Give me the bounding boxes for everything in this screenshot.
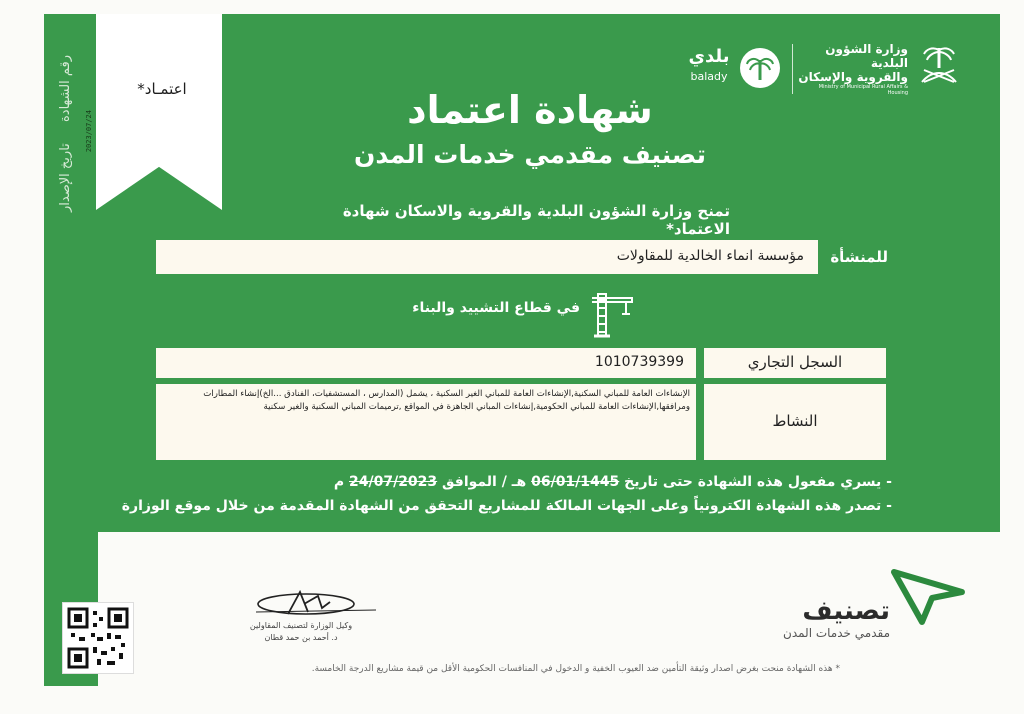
certificate-number-label: رقم الشهادة xyxy=(58,55,73,122)
balady-palm-icon xyxy=(738,46,782,90)
ministry-line1: وزارة الشؤون البلدية xyxy=(825,42,908,70)
electronic-note: - تصدر هذه الشهادة الكترونياً وعلى الجهات المالكة للمشاريع التحقق من الشهادة المقدمة من خلال موقع الوزارة xyxy=(121,498,892,514)
footnote: * هذه الشهادة منحت بغرض اصدار وثيقة التأمين ضد العيوب الخفية و الدخول في المنافسات الحكومية الأقل من قيمة مشاريع الدرجة الخامسة. xyxy=(311,664,840,674)
validity-gregorian-date: 24/07/2023 xyxy=(349,474,438,490)
validity-prefix: - يسري مفعول هذه الشهادة حتى تاريخ xyxy=(624,474,892,490)
validity-gregorian-suffix: م xyxy=(333,474,345,490)
validity-separator: / xyxy=(501,474,507,490)
establishment-field xyxy=(156,240,818,274)
establishment-label: للمنشأة xyxy=(830,248,888,266)
issue-date-value: 2023/07/24 xyxy=(85,110,93,153)
header-divider xyxy=(792,44,793,94)
validity-note xyxy=(334,474,892,490)
certificate-subtitle: تصنيف مقدمي خدمات المدن xyxy=(354,140,706,169)
activity-label: النشاط xyxy=(772,412,818,430)
tasneef-brand xyxy=(770,596,890,640)
activity-line-1: الإنشاءات العامة للمباني السكنية,الإنشاءات العامة للمباني الغير السكنية ، يشمل (المدارس ، المستشفيات، الفنادق ...الخ)إنشاء المطارات xyxy=(203,389,690,399)
qr-code-icon xyxy=(63,603,133,673)
activity-line-2: ومرافقها,الإنشاءات العامة للمباني الحكومية,إنشاءات المباني الجاهزة في المواقع ,ترميمات المباني السكنية والغير سكنية xyxy=(263,402,690,412)
balady-en: balady xyxy=(690,70,728,83)
establishment-value: مؤسسة انماء الخالدية للمقاولات xyxy=(616,248,804,264)
qr-code xyxy=(62,602,134,674)
signature-block xyxy=(226,620,376,644)
ministry-name-en: Ministry of Municipal Rural Affairs & Housing xyxy=(818,84,908,96)
commercial-register-field xyxy=(156,348,696,378)
validity-gregorian-label: الموافق xyxy=(442,474,497,490)
certificate-intro: تمنح وزارة الشؤون البلدية والقروية والاسكان شهادة الاعتماد* xyxy=(342,202,730,238)
ministry-line2: والقروية والإسكان xyxy=(798,70,908,84)
brand-name: تصنيف xyxy=(802,596,890,626)
commercial-register-value: 1010739399 xyxy=(594,354,684,370)
balady-logo xyxy=(680,44,784,92)
ribbon-label: اعتمـاد* xyxy=(137,80,187,98)
balady-ar: بلدي xyxy=(688,46,730,67)
ministry-logo xyxy=(914,42,964,90)
sector-text: في قطاع التشييد والبناء xyxy=(412,300,580,316)
certificate-title: شهادة اعتماد xyxy=(407,88,653,132)
commercial-register-label-box xyxy=(704,348,886,378)
activity-field xyxy=(156,384,696,460)
tasneef-arrow-icon xyxy=(888,562,968,626)
brand-tagline: مقدمي خدمات المدن xyxy=(783,626,890,640)
construction-crane-icon xyxy=(590,290,634,338)
signatory-title: وكيل الوزارة لتصنيف المقاولين xyxy=(249,621,353,630)
palm-swords-icon xyxy=(914,42,964,90)
signatory-name: د. أحمد بن حمد قطان xyxy=(264,633,338,642)
validity-hijri-suffix: هـ xyxy=(511,474,527,490)
commercial-register-label: السجل التجاري xyxy=(747,353,843,371)
issue-date-label: تاريخ الإصدار xyxy=(58,143,73,212)
activity-label-box xyxy=(704,384,886,460)
validity-hijri-date: 06/01/1445 xyxy=(531,474,620,490)
ministry-name xyxy=(798,42,908,96)
